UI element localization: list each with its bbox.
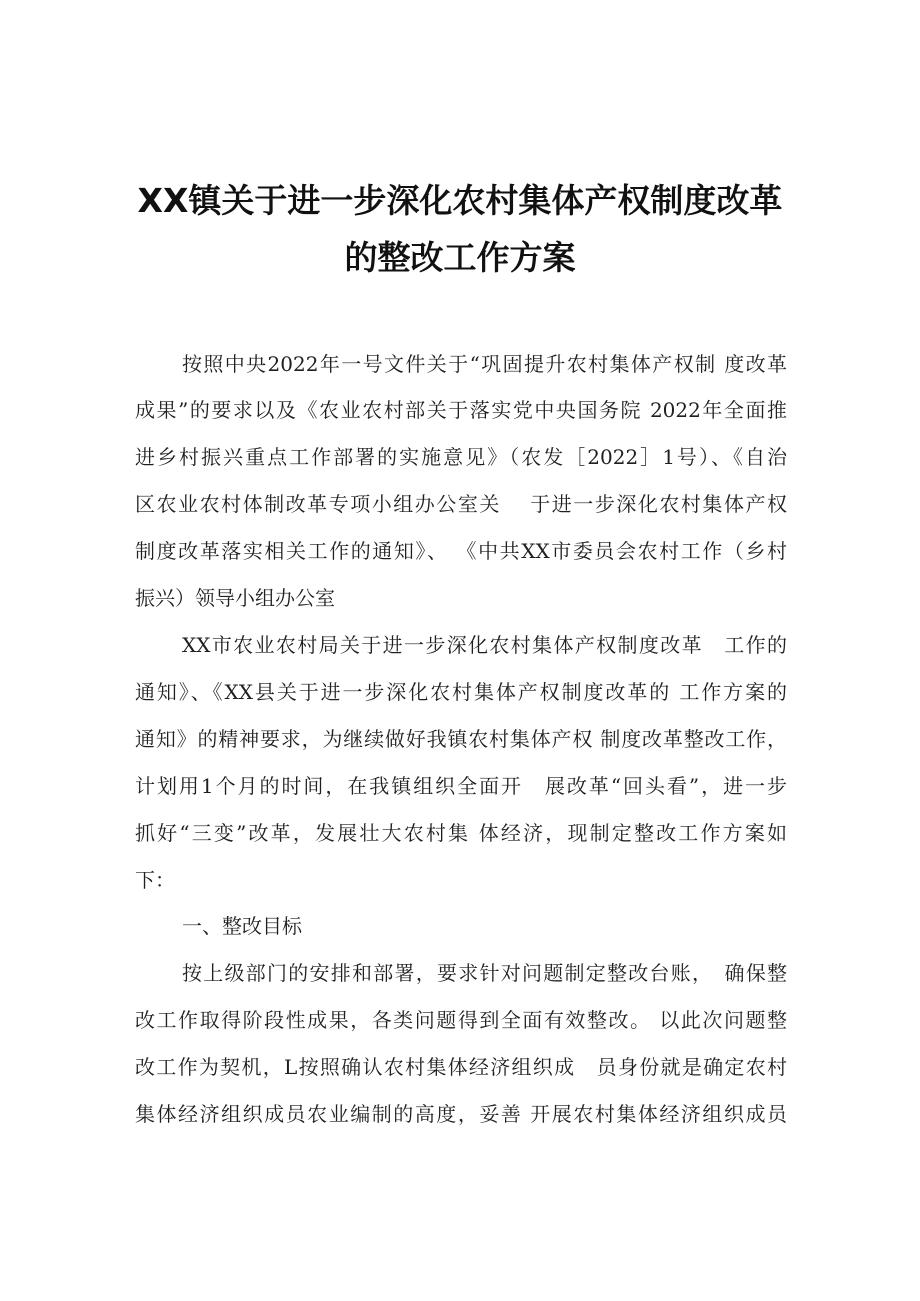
paragraph-2-line-1: XX市农业农村局关于进一步深化农村集体产权制度改革 工作的 <box>182 633 787 657</box>
document-title-line-2: 的整改工作方案 <box>344 238 576 277</box>
paragraph-3-line-3: 改工作为契机，L按照确认农村集体经济组织成 员身份就是确定农村 <box>135 1055 787 1079</box>
paragraph-1-line-1: 按照中央2022年一号文件关于“巩固提升农村集体产权制 度改革 <box>182 352 787 376</box>
paragraph-3-line-4: 集体经济组织成员农业编制的高度，妥善 开展农村集体经济组织成员 <box>135 1102 787 1126</box>
paragraph-2-line-2: 通知》、《XX县关于进一步深化农村集体产权制度改革的 工作方案的 <box>135 680 787 704</box>
paragraph-1-line-4: 区农业农村体制改革专项小组办公室关 于进一步深化农村集体产权 <box>135 492 787 516</box>
paragraph-3-line-1: 按上级部门的安排和部署，要求针对问题制定整改台账， 确保整 <box>182 961 787 985</box>
paragraph-2-line-5: 抓好“三变”改革，发展壮大农村集 体经济，现制定整改工作方案如 <box>135 821 787 845</box>
paragraph-1-line-5: 制度改革落实相关工作的通知》、 《中共XX市委员会农村工作（乡村 <box>135 539 787 563</box>
section-1-heading: 一、整改目标 <box>182 914 302 938</box>
paragraph-3-line-2: 改工作取得阶段性成果，各类问题得到全面有效整改。 以此次问题整 <box>135 1008 787 1032</box>
document-title-line-1: XX镇关于进一步深化农村集体产权制度改革 <box>137 181 783 220</box>
paragraph-1-line-2: 成果”的要求以及《农业农村部关于落实党中央国务院 2022年全面推 <box>135 398 787 422</box>
paragraph-1-line-3: 进乡村振兴重点工作部署的实施意见》（农发［2022］1号）、《自治 <box>135 445 787 469</box>
paragraph-2-line-6: 下： <box>135 868 175 892</box>
paragraph-2-line-4: 计划用1个月的时间，在我镇组织全面开 展改革“回头看”，进一步 <box>135 774 787 798</box>
paragraph-2-line-3: 通知》的精神要求，为继续做好我镇农村集体产权 制度改革整改工作， <box>135 727 787 751</box>
paragraph-1-line-6: 振兴）领导小组办公室 <box>135 586 335 610</box>
